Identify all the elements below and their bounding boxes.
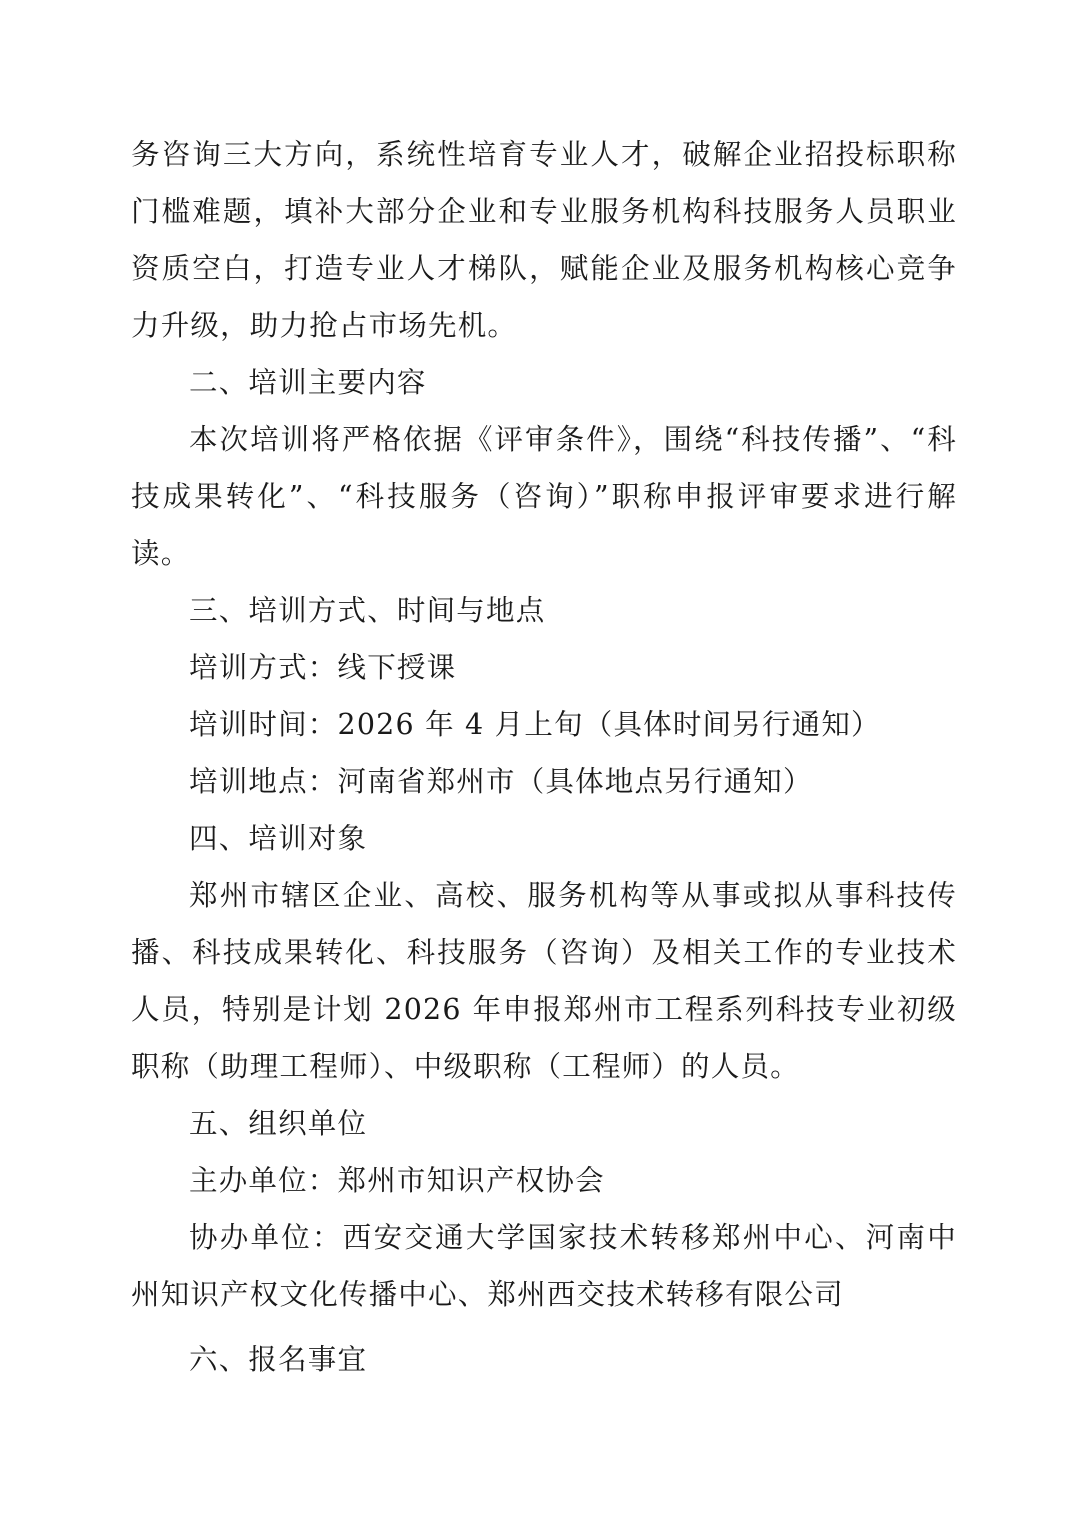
section-6-heading: 六、报名事宜 bbox=[189, 1343, 368, 1376]
intro-paragraph-tail: 务咨询三大方向，系统性培育专业人才，破解企业招投标职称门槛难题，填补大部分企业和专业服务机构科技服务人员职业资质空白，打造专业人才梯队，赋能企业及服务机构核心竞争力升级，助力抢占市场先机。 bbox=[131, 138, 957, 342]
section-2-body: 本次培训将严格依据《评审条件》，围绕“科技传播”、“科技成果转化”、“科技服务（咨询）”职称申报评审要求进行解读。 bbox=[131, 423, 957, 570]
section-4-body: 郑州市辖区企业、高校、服务机构等从事或拟从事科技传播、科技成果转化、科技服务（咨询）及相关工作的专业技术人员，特别是计划 2026 年申报郑州市工程系列科技专业初级职称（助理工程师）、中级职称（工程师）的人员。 bbox=[131, 879, 957, 1083]
section-4-heading: 四、培训对象 bbox=[189, 822, 368, 855]
training-time: 培训时间：2026 年 4 月上旬（具体时间另行通知） bbox=[189, 708, 881, 741]
section-5-heading: 五、组织单位 bbox=[189, 1107, 368, 1140]
section-2-heading: 二、培训主要内容 bbox=[189, 366, 427, 399]
document-body bbox=[131, 126, 957, 1388]
training-mode: 培训方式：线下授课 bbox=[189, 651, 457, 684]
section-3-heading: 三、培训方式、时间与地点 bbox=[189, 594, 546, 627]
training-place: 培训地点：河南省郑州市（具体地点另行通知） bbox=[189, 765, 813, 798]
co-organizers: 协办单位：西安交通大学国家技术转移郑州中心、河南中州知识产权文化传播中心、郑州西交技术转移有限公司 bbox=[131, 1221, 957, 1311]
host-organizer: 主办单位：郑州市知识产权协会 bbox=[189, 1164, 605, 1197]
